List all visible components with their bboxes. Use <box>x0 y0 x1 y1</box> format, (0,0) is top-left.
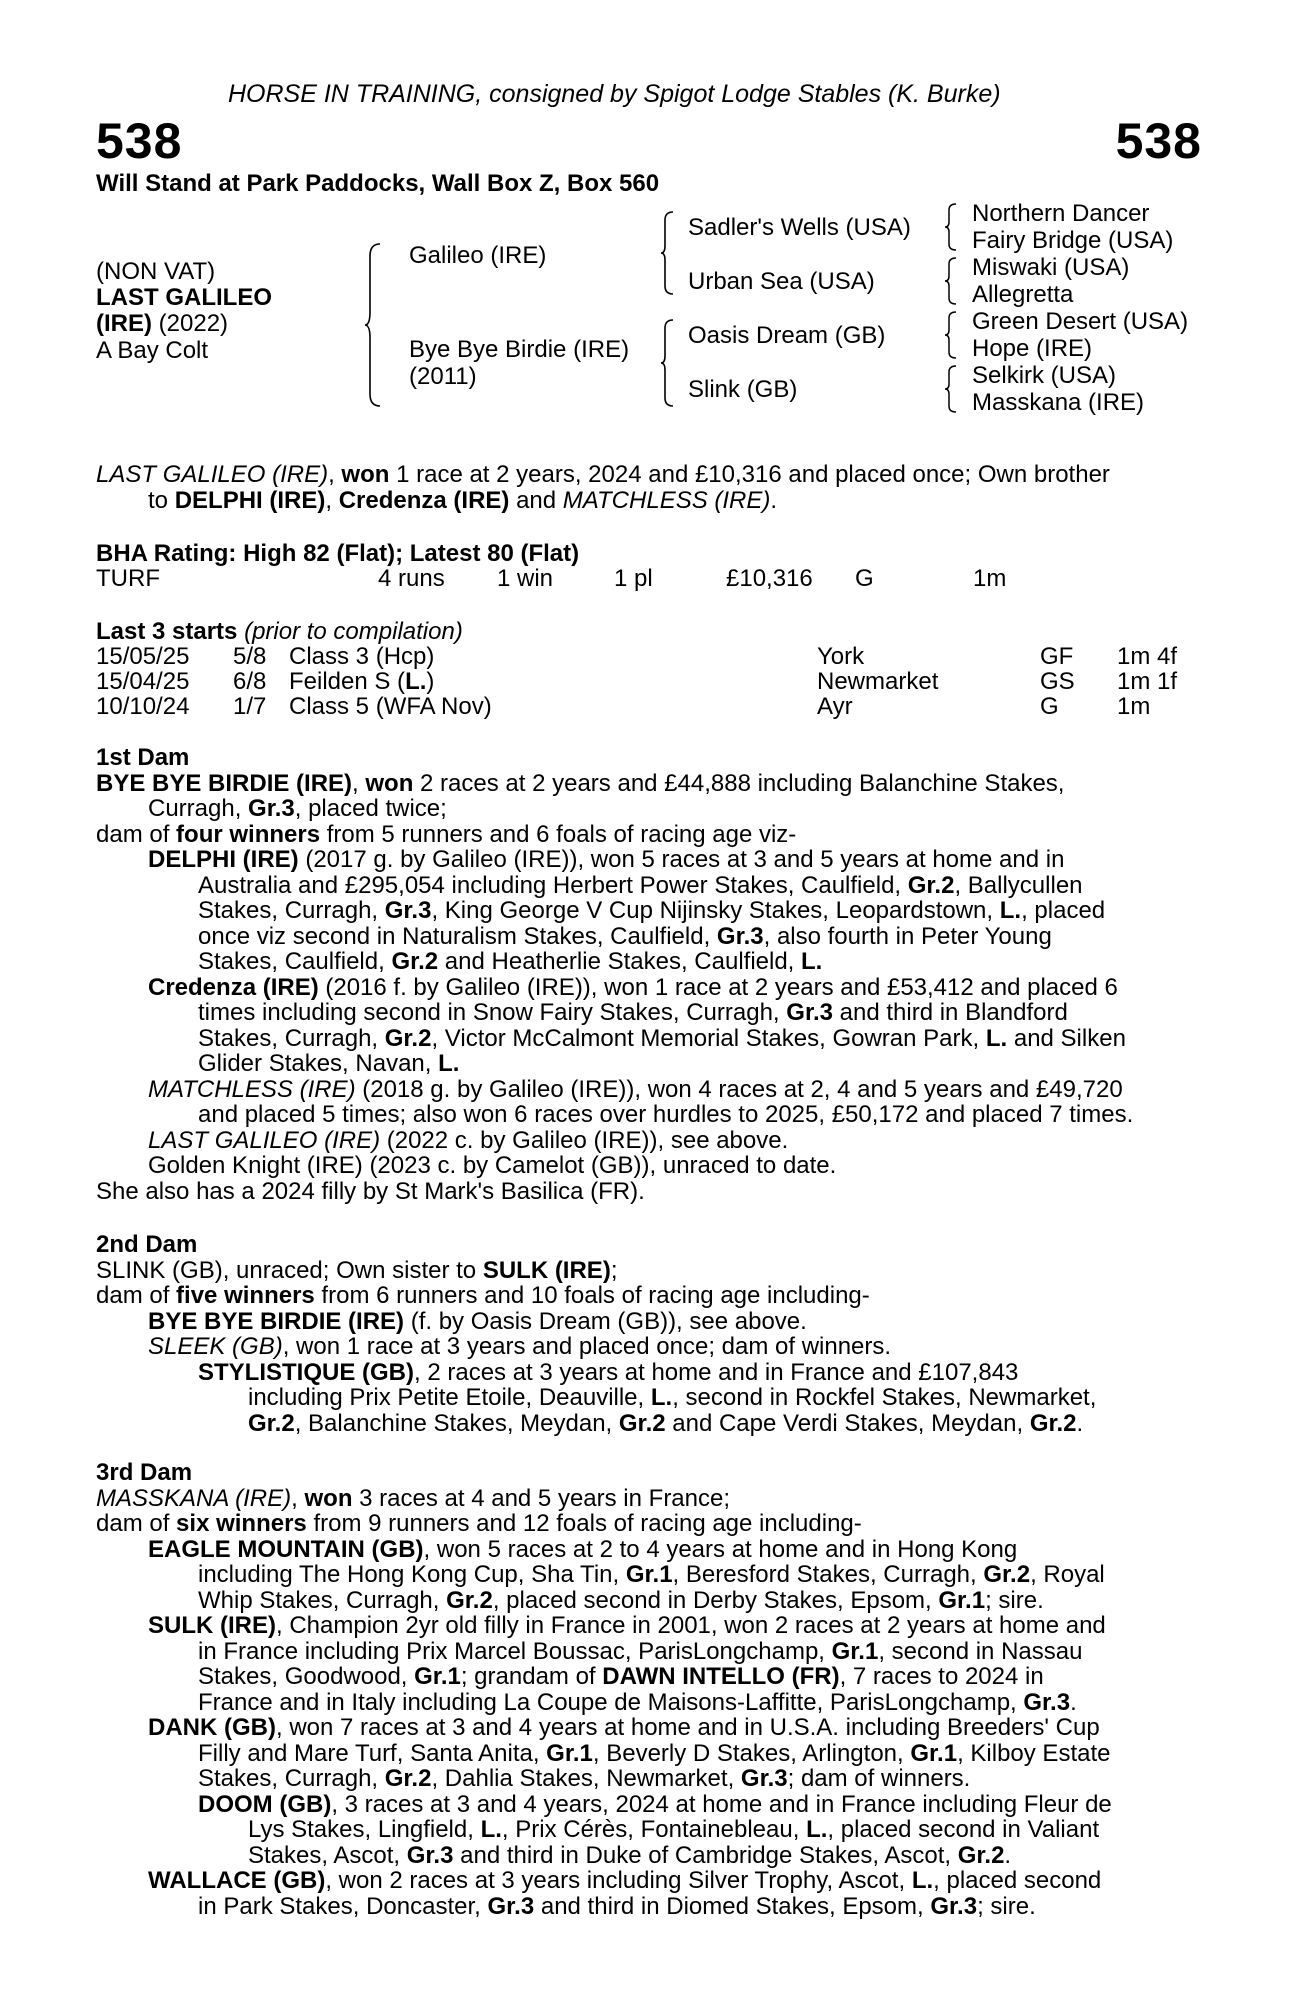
progeny-text: , placed second in Derby Stakes, Epsom, <box>492 1586 939 1614</box>
start-race <box>289 668 434 696</box>
pedigree-brace-g4 <box>944 364 958 414</box>
progeny-text: including Prix Petite Etoile, Deauville, <box>248 1384 651 1411</box>
progeny-text: , Kilboy Estate <box>957 1739 1111 1767</box>
dam-text: 2 races at 2 years and £44,888 including Balanchine Stakes, <box>413 769 1065 797</box>
progeny-text: , second in Nassau <box>878 1637 1083 1665</box>
grade: Gr.2 <box>446 1586 493 1614</box>
progeny-text: Stakes, Caulfield, <box>198 948 392 975</box>
won-label: won <box>304 1484 353 1512</box>
progeny-name: SULK (IRE) <box>148 1612 276 1639</box>
rating-runs: 4 runs <box>378 565 445 592</box>
start-position: 6/8 <box>233 668 267 695</box>
grade: L. <box>999 897 1022 924</box>
dam-name: BYE BYE BIRDIE (IRE) <box>96 769 353 797</box>
start-date: 10/10/24 <box>96 693 190 720</box>
dam-name: Bye Bye Birdie (IRE) <box>409 336 630 363</box>
rating-placed: 1 pl <box>614 565 653 592</box>
grade: Gr.3 <box>716 922 764 950</box>
intro-paragraph <box>96 462 1201 513</box>
progeny-text: Stakes, Curragh, <box>198 897 385 924</box>
progeny-name: DOOM (GB) <box>198 1790 332 1818</box>
dam-text: Curragh, <box>148 795 249 822</box>
lot-number-left: 538 <box>96 113 183 169</box>
progeny-text: , Dahlia Stakes, Newmarket, <box>431 1765 741 1792</box>
progeny-text: , placed second in Valiant <box>827 1816 1100 1843</box>
grade: Gr.2 <box>618 1409 666 1437</box>
progeny-text: Golden Knight (IRE) (2023 c. by Camelot (GB)), unraced to date. <box>148 1152 837 1179</box>
grade: L. <box>801 948 823 975</box>
progeny-name: Credenza (IRE) <box>148 973 319 1001</box>
progeny-text: Glider Stakes, Navan, <box>198 1050 439 1077</box>
sire-name: Galileo (IRE) <box>409 242 547 269</box>
grandam-sire: Urban Sea (USA) <box>688 268 875 295</box>
ggs-8: Masskana (IRE) <box>972 389 1145 416</box>
rating-going: G <box>855 565 874 592</box>
pedigree-brace-g1 <box>944 202 958 252</box>
grade: Gr.1 <box>910 1739 958 1767</box>
start-course: Newmarket <box>817 668 939 695</box>
stand-location: Will Stand at Park Paddocks, Wall Box Z, Box 560 <box>96 170 660 197</box>
progeny-credenza <box>96 975 1201 1077</box>
grade: L. <box>806 1816 828 1843</box>
progeny-text: , second in Rockfel Stakes, Newmarket, <box>672 1384 1097 1411</box>
progeny-text: , won 1 race at 3 years and placed once; dam of winners. <box>282 1333 892 1360</box>
progeny-text: (f. by Oasis Dream (GB)), see above. <box>404 1307 807 1335</box>
progeny-text: , Royal <box>1030 1561 1105 1588</box>
progeny-text: (2018 g. by Galileo (IRE)), won 4 races at 2, 4 and 5 years and £49,720 <box>355 1075 1123 1103</box>
pedigree-brace-g3 <box>944 310 958 360</box>
progeny-text: , Beresford Stakes, Curragh, <box>672 1561 984 1588</box>
progeny-golden-knight <box>96 1153 1201 1179</box>
grade: Gr.3 <box>1023 1688 1071 1716</box>
intro-sibling: DELPHI (IRE) <box>174 486 326 514</box>
progeny-eagle-mountain <box>96 1537 1201 1614</box>
progeny-name: BYE BYE BIRDIE (IRE) <box>148 1307 405 1335</box>
start-position: 5/8 <box>233 643 267 670</box>
ggs-3: Miswaki (USA) <box>972 254 1130 281</box>
progeny-name: DAWN INTELLO (FR) <box>602 1663 840 1690</box>
dam-text: 3 races at 4 and 5 years in France; <box>352 1484 731 1512</box>
rating-distance: 1m <box>973 565 1007 592</box>
pedigree-brace-sire <box>660 210 676 296</box>
grade: Gr.2 <box>1029 1409 1077 1437</box>
dam-text: from 9 runners and 12 foals of racing age including- <box>306 1510 862 1537</box>
dam-text: dam of <box>96 1510 177 1537</box>
vat-status: (NON VAT) <box>96 258 216 285</box>
progeny-text: Stakes, Ascot, <box>248 1841 407 1869</box>
intro-sibling: MATCHLESS (IRE) <box>562 486 771 514</box>
dam-text: dam of <box>96 820 177 848</box>
progeny-text: (2017 g. by Galileo (IRE)), won 5 races at 3 and 5 years at home and in <box>298 846 1065 873</box>
intro-text: 1 race at 2 years, 2024 and £10,316 and placed once; Own brother <box>389 461 1110 488</box>
section-heading: 3rd Dam <box>96 1459 193 1486</box>
rating-wins: 1 win <box>497 565 554 592</box>
grade: Gr.2 <box>907 871 955 899</box>
last-starts-heading: Last 3 starts <box>96 618 238 645</box>
grade: Gr.1 <box>546 1739 593 1767</box>
ggs-2: Fairy Bridge (USA) <box>972 227 1174 254</box>
intro-sibling: Credenza (IRE) <box>338 486 510 514</box>
start-race-text: Class 5 (WFA Nov) <box>289 693 492 720</box>
grade: Gr.2 <box>391 948 439 975</box>
grade: Gr.3 <box>384 897 432 924</box>
ggs-4: Allegretta <box>972 281 1074 308</box>
grade: Gr.1 <box>831 1637 879 1665</box>
progeny-text: and placed 5 times; also won 6 races over hurdles to 2025, £50,172 and placed 7 times. <box>198 1101 1134 1128</box>
horse-name-suffix: (IRE) <box>96 310 152 337</box>
start-distance: 1m 4f <box>1117 643 1178 670</box>
start-race <box>289 693 492 721</box>
pedigree-brace-g2 <box>944 256 958 306</box>
progeny-text: and third in Blandford <box>832 999 1068 1026</box>
intro-text: . <box>770 486 778 514</box>
progeny-text: ; sire. <box>977 1892 1036 1920</box>
progeny-name: EAGLE MOUNTAIN (GB) <box>148 1535 424 1563</box>
grade: Gr.2 <box>248 1409 295 1437</box>
intro-won: won <box>341 461 390 488</box>
progeny-text: ; sire. <box>985 1586 1044 1614</box>
grade: L. <box>438 1050 460 1077</box>
grade: Gr.3 <box>487 1892 535 1920</box>
progeny-text: Lys Stakes, Lingfield, <box>248 1816 481 1843</box>
dam-text: , placed twice; <box>294 795 447 822</box>
start-position: 1/7 <box>233 693 267 720</box>
progeny-text: Australia and £295,054 including Herbert Power Stakes, Caulfield, <box>198 871 908 899</box>
progeny-last-galileo <box>96 1128 1201 1154</box>
start-going: GS <box>1040 668 1075 695</box>
progeny-text: and Heatherlie Stakes, Caulfield, <box>438 948 802 975</box>
progeny-text: , Beverly D Stakes, Arlington, <box>592 1739 911 1767</box>
won-label: won <box>365 769 414 797</box>
progeny-text: , King George V Cup Nijinsky Stakes, Leopardstown, <box>431 897 1000 924</box>
horse-name: LAST GALILEO <box>96 284 272 311</box>
pedigree-brace-main <box>364 242 384 408</box>
progeny-text: and third in Duke of Cambridge Stakes, Ascot, <box>453 1841 958 1869</box>
grade: Gr.3 <box>930 1892 978 1920</box>
progeny-text: France and in Italy including La Coupe de Maisons-Laffitte, ParisLongchamp, <box>198 1688 1024 1716</box>
start-going: GF <box>1040 643 1074 670</box>
dam-text: , <box>291 1484 305 1512</box>
dam-year: (2011) <box>409 363 477 390</box>
progeny-sleek <box>96 1334 1201 1360</box>
progeny-name: DANK (GB) <box>148 1714 276 1741</box>
intro-text: , <box>325 486 339 514</box>
dam-text: SLINK (GB), unraced; Own sister to <box>96 1256 483 1284</box>
dam-text: She also has a 2024 filly by St Mark's Basilica (FR). <box>96 1177 645 1205</box>
progeny-text: , Ballycullen <box>954 871 1083 899</box>
progeny-bye-bye-birdie <box>96 1309 1201 1335</box>
ggs-1: Northern Dancer <box>972 200 1150 227</box>
progeny-doom <box>96 1792 1201 1869</box>
start-course: York <box>817 643 865 670</box>
progeny-name: WALLACE (GB) <box>148 1867 326 1894</box>
progeny-text: Stakes, Goodwood, <box>198 1663 415 1690</box>
progeny-text: , won 2 races at 3 years including Silver Trophy, Ascot, <box>325 1867 912 1894</box>
progeny-text: including The Hong Kong Cup, Sha Tin, <box>198 1561 626 1588</box>
section-heading: 1st Dam <box>96 744 190 771</box>
intro-horse-name: LAST GALILEO (IRE) <box>96 461 329 488</box>
progeny-text: in Park Stakes, Doncaster, <box>198 1892 488 1920</box>
rating-earnings: £10,316 <box>726 565 813 592</box>
grade: L. <box>985 1024 1008 1052</box>
horse-description: A Bay Colt <box>96 337 209 364</box>
horse-foaled <box>96 310 228 338</box>
grade: Gr.3 <box>740 1765 788 1792</box>
consignment-header: HORSE IN TRAINING, consigned by Spigot Lodge Stables (K. Burke) <box>228 80 1001 108</box>
start-race-text: Class 3 (Hcp) <box>289 643 435 670</box>
progeny-text: ; dam of winners. <box>787 1765 971 1792</box>
intro-text: and <box>509 486 563 514</box>
grade: Gr.3 <box>248 795 295 822</box>
grade: Gr.2 <box>384 1024 432 1052</box>
dam-text: from 5 runners and 6 foals of racing age viz- <box>320 820 797 848</box>
progeny-text: , 2 races at 3 years at home and in France and £107,843 <box>414 1358 1019 1386</box>
grandsire-dam: Oasis Dream (GB) <box>688 322 886 349</box>
progeny-text: and Cape Verdi Stakes, Meydan, <box>665 1409 1030 1437</box>
start-course: Ayr <box>817 693 853 720</box>
intro-text: , <box>328 461 342 488</box>
progeny-text: Filly and Mare Turf, Santa Anita, <box>198 1739 547 1767</box>
progeny-text: once viz second in Naturalism Stakes, Caulfield, <box>198 922 717 950</box>
progeny-text: . <box>1004 1841 1012 1869</box>
progeny-text: ; grandam of <box>460 1663 603 1690</box>
grade: Gr.2 <box>957 1841 1005 1869</box>
lot-number-right: 538 <box>1115 113 1202 169</box>
progeny-name: LAST GALILEO (IRE) <box>148 1126 381 1154</box>
start-date: 15/05/25 <box>96 643 190 670</box>
progeny-stylistique <box>96 1360 1201 1437</box>
progeny-text: in France including Prix Marcel Boussac, ParisLongchamp, <box>198 1637 832 1665</box>
progeny-matchless <box>96 1077 1201 1128</box>
intro-text: to <box>148 486 175 514</box>
progeny-wallace <box>96 1868 1201 1919</box>
progeny-text: , Victor McCalmont Memorial Stakes, Gowran Park, <box>431 1024 986 1052</box>
winners-count: five winners <box>176 1282 315 1309</box>
progeny-text: Stakes, Curragh, <box>198 1024 385 1052</box>
dam-name: SULK (IRE) <box>482 1256 611 1284</box>
dam-text: from 6 runners and 10 foals of racing age including- <box>314 1282 870 1309</box>
grade: Gr.2 <box>384 1765 432 1792</box>
last-starts-title <box>96 618 463 646</box>
progeny-dank <box>96 1715 1201 1792</box>
progeny-text: (2016 f. by Galileo (IRE)), won 1 race at 2 years and £53,412 and placed 6 <box>318 973 1118 1001</box>
last-starts-note: (prior to compilation) <box>237 618 463 645</box>
first-dam-section: 1st Dam BYE BYE BIRDIE (IRE), won 2 races at 2 years and £44,888 including Balanchine Stakes, Curragh, Gr.3, placed twice; dam of four winners from 5 runners and 6 foals of racing age viz- DELPHI (IRE) (2017 g. by Galileo (IRE)), won 5 races at 3 and 5 years at home and in Australia and £295,054 including Herbert Power Stakes, Caulfield, Gr.2, Ballycullen Stakes, Curragh, Gr.3, King George V Cup Nijinsky Stakes, Leopardstown, L., placed once viz second in Naturalism Stakes, Caulfield, Gr.3, also fourth in Peter Young Stakes, Caulfield, Gr.2 and Heatherlie Stakes, Caulfield, L. Credenza (IRE) (2016 f. by Galileo (IRE)), won 1 race at 2 years and £53,412 and placed 6 times including second in Snow Fairy Stakes, Curragh, Gr.3 and third in Blandford Stakes, Curragh, Gr.2, Victor McCalmont Memorial Stakes, Gowran Park, L. and Silken Glider Stakes, Navan, L. MATCHLESS (IRE) (2018 g. by Galileo (IRE)), won 4 races at 2, 4 and 5 years and £49,720 and placed 5 times; also won 6 races over hurdles to 2025, £50,172 and placed 7 times. LAST GALILEO (IRE) (2022 c. by Galileo (IRE)), see above. Golden Knight (IRE) (2023 c. by Camelot (GB)), unraced to date. She also has a 2024 filly by St Mark's Basilica (FR). <box>96 745 1201 1204</box>
section-heading: 2nd Dam <box>96 1231 198 1258</box>
progeny-text: (2022 c. by Galileo (IRE)), see above. <box>380 1126 789 1154</box>
start-distance: 1m <box>1117 693 1151 720</box>
second-dam-section <box>96 1232 1201 1436</box>
progeny-text: , Champion 2yr old filly in France in 2001, won 2 races at 2 years at home and <box>276 1612 1106 1639</box>
progeny-text: . <box>1070 1688 1077 1716</box>
progeny-delphi <box>96 847 1201 975</box>
dam-text: ; <box>610 1256 618 1284</box>
grandam-dam: Slink (GB) <box>688 376 798 403</box>
progeny-text: , 3 races at 3 and 4 years, 2024 at home and in France including Fleur de <box>331 1790 1112 1818</box>
progeny-text: Stakes, Curragh, <box>198 1765 385 1792</box>
winners-count: four winners <box>176 820 321 848</box>
progeny-text: , also fourth in Peter Young <box>763 922 1052 950</box>
progeny-text: , Prix Cérès, Fontainebleau, <box>501 1816 807 1843</box>
start-date: 15/04/25 <box>96 668 190 695</box>
start-race-text: Feilden S ( <box>289 668 406 695</box>
grandsire-sire: Sadler's Wells (USA) <box>688 214 911 241</box>
ggs-7: Selkirk (USA) <box>972 362 1117 389</box>
horse-year: (2022) <box>152 310 229 337</box>
progeny-text: and Silken <box>1007 1024 1126 1052</box>
start-race <box>289 643 434 671</box>
rating-surface: TURF <box>96 565 160 592</box>
progeny-text: , won 5 races at 2 to 4 years at home and in Hong Kong <box>423 1535 1018 1563</box>
third-dam-section <box>96 1460 1201 1919</box>
grade: Gr.3 <box>786 999 833 1026</box>
progeny-name: MATCHLESS (IRE) <box>148 1075 356 1103</box>
grade: Gr.1 <box>938 1586 986 1614</box>
progeny-sulk <box>96 1613 1201 1715</box>
progeny-name: DELPHI (IRE) <box>148 846 299 873</box>
progeny-name: STYLISTIQUE (GB) <box>198 1358 414 1386</box>
start-going: G <box>1040 693 1059 720</box>
grade: L. <box>480 1816 502 1843</box>
winners-count: six winners <box>176 1510 307 1537</box>
ggs-5: Green Desert (USA) <box>972 308 1189 335</box>
progeny-name: SLEEK (GB) <box>148 1333 283 1360</box>
progeny-text: Whip Stakes, Curragh, <box>198 1586 447 1614</box>
progeny-text: times including second in Snow Fairy Stakes, Curragh, <box>198 999 787 1026</box>
grade: Gr.3 <box>406 1841 454 1869</box>
progeny-text: , placed second <box>933 1867 1102 1894</box>
dam-text: dam of <box>96 1282 177 1309</box>
progeny-text: and third in Diomed Stakes, Epsom, <box>534 1892 931 1920</box>
progeny-text: , placed <box>1021 897 1106 924</box>
dam-name: MASSKANA (IRE) <box>96 1484 292 1512</box>
progeny-text: , won 7 races at 3 and 4 years at home and in U.S.A. including Breeders' Cup <box>275 1714 1100 1741</box>
bha-rating: BHA Rating: High 82 (Flat); Latest 80 (Flat) <box>96 540 580 567</box>
grade: L. <box>911 1867 934 1894</box>
grade: L. <box>650 1384 673 1411</box>
progeny-text: . <box>1076 1409 1084 1437</box>
start-distance: 1m 1f <box>1117 668 1178 695</box>
start-race-text: ) <box>426 668 435 695</box>
progeny-text: , 7 races to 2024 in <box>839 1663 1044 1690</box>
progeny-text: , Balanchine Stakes, Meydan, <box>294 1409 619 1437</box>
grade: Gr.1 <box>625 1561 673 1588</box>
ggs-6: Hope (IRE) <box>972 335 1093 362</box>
grade: Gr.2 <box>983 1561 1031 1588</box>
grade: Gr.1 <box>414 1663 461 1690</box>
pedigree-brace-dam <box>660 318 676 408</box>
start-race-listed: L. <box>405 668 427 695</box>
